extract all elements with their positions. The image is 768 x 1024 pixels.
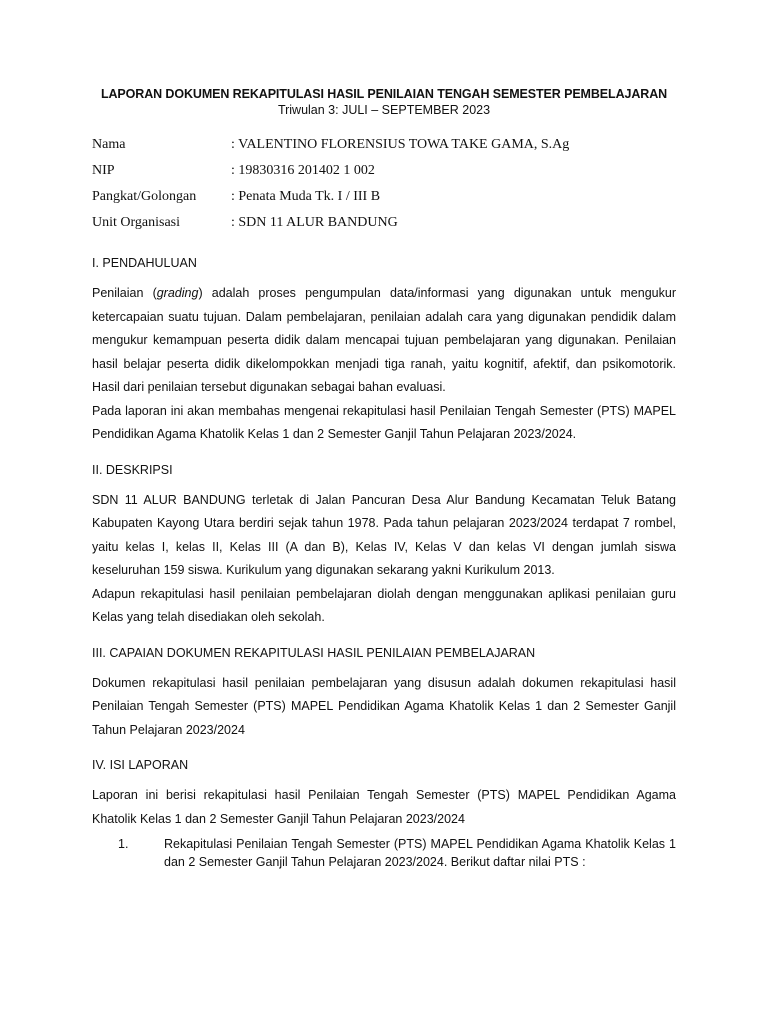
paragraph-pendahuluan-1: [92, 282, 676, 400]
identity-value: : SDN 11 ALUR BANDUNG: [231, 215, 398, 230]
paragraph-deskripsi-1: SDN 11 ALUR BANDUNG terletak di Jalan Pancuran Desa Alur Bandung Kecamatan Teluk Batang Kabupaten Kayong Utara berdiri sejak tahun 1978. Pada tahun pelajaran 2023/2024 terdapat 7 rombel, yaitu kelas I, kelas II, Kelas III (A dan B), Kelas IV, Kelas V dan kelas VI dengan jumlah siswa keseluruhan 159 siswa. Kurikulum yang digunakan sekarang yakni Kurikulum 2013.: [92, 492, 676, 577]
identity-row: [92, 210, 676, 236]
identity-label: Unit Organisasi: [92, 215, 181, 230]
list-item-text: Rekapitulasi Penilaian Tengah Semester (PTS) MAPEL Pendidikan Agama Khatolik Kelas 1 dan 2 Semester Ganjil Tahun Pelajaran 2023/2024. Berikut daftar nilai PTS :: [164, 837, 676, 869]
paragraph-text: Penilaian (: [92, 286, 157, 300]
section-heading-deskripsi: II. DESKRIPSI: [92, 462, 173, 477]
identity-table: [92, 132, 676, 236]
paragraph-pendahuluan-2: Pada laporan ini akan membahas mengenai rekapitulasi hasil Penilaian Tengah Semester (PTS) MAPEL Pendidikan Agama Khatolik Kelas 1 dan 2 Semester Ganjil Tahun Pelajaran 2023/2024.: [92, 403, 676, 441]
identity-label: Pangkat/Golongan: [92, 189, 197, 204]
identity-row: [92, 158, 676, 184]
list-item: [92, 835, 676, 871]
document-subtitle: Triwulan 3: JULI – SEPTEMBER 2023: [277, 103, 491, 117]
identity-row: [92, 184, 676, 210]
identity-value: : VALENTINO FLORENSIUS TOWA TAKE GAMA, S.Ag: [231, 137, 570, 152]
identity-label: Nama: [92, 137, 126, 152]
paragraph-italic-term: grading: [156, 286, 199, 300]
section-heading-pendahuluan: I. PENDAHULUAN: [92, 256, 197, 270]
identity-label: NIP: [92, 163, 115, 178]
identity-value: : 19830316 201402 1 002: [231, 163, 375, 178]
identity-value: : Penata Muda Tk. I / III B: [231, 189, 381, 204]
section-heading-capaian: III. CAPAIAN DOKUMEN REKAPITULASI HASIL PENILAIAN PEMBELAJARAN: [92, 645, 536, 660]
numbered-list: [92, 835, 676, 871]
paragraph-isi-laporan-1: Laporan ini berisi rekapitulasi hasil Penilaian Tengah Semester (PTS) MAPEL Pendidikan Agama Khatolik Kelas 1 dan 2 Semester Ganjil Tahun Pelajaran 2023/2024: [92, 788, 676, 826]
paragraph-capaian-1: Dokumen rekapitulasi hasil penilaian pembelajaran yang disusun adalah dokumen rekapitulasi hasil Penilaian Tengah Semester (PTS) MAPEL Pendidikan Agama Khatolik Kelas 1 dan 2 Semester Ganjil Tahun Pelajaran 2023/2024: [92, 675, 676, 737]
document-title: LAPORAN DOKUMEN REKAPITULASI HASIL PENILAIAN TENGAH SEMESTER PEMBELAJARAN: [100, 87, 668, 101]
paragraph-text: ) adalah proses pengumpulan data/informasi yang digunakan untuk mengukur ketercapaian suatu tujuan. Dalam pembelajaran, penilaian adalah cara yang digunakan pendidik dalam mengukur kemampuan peserta didik dalam mencapai tujuan pembelajaran yang digunakan. Penilaian hasil belajar peserta didik dikelompokkan menjadi tiga ranah, yaitu kognitif, afektif, dan psikomotorik. Hasil dari penilaian tersebut digunakan sebagai bahan evaluasi.: [92, 286, 676, 394]
identity-row: [92, 132, 676, 158]
section-heading-isi-laporan: IV. ISI LAPORAN: [92, 758, 189, 772]
paragraph-deskripsi-2: Adapun rekapitulasi hasil penilaian pembelajaran diolah dengan menggunakan aplikasi penilaian guru Kelas yang telah disediakan oleh sekolah.: [92, 586, 676, 624]
list-item-number: 1.: [118, 837, 129, 851]
